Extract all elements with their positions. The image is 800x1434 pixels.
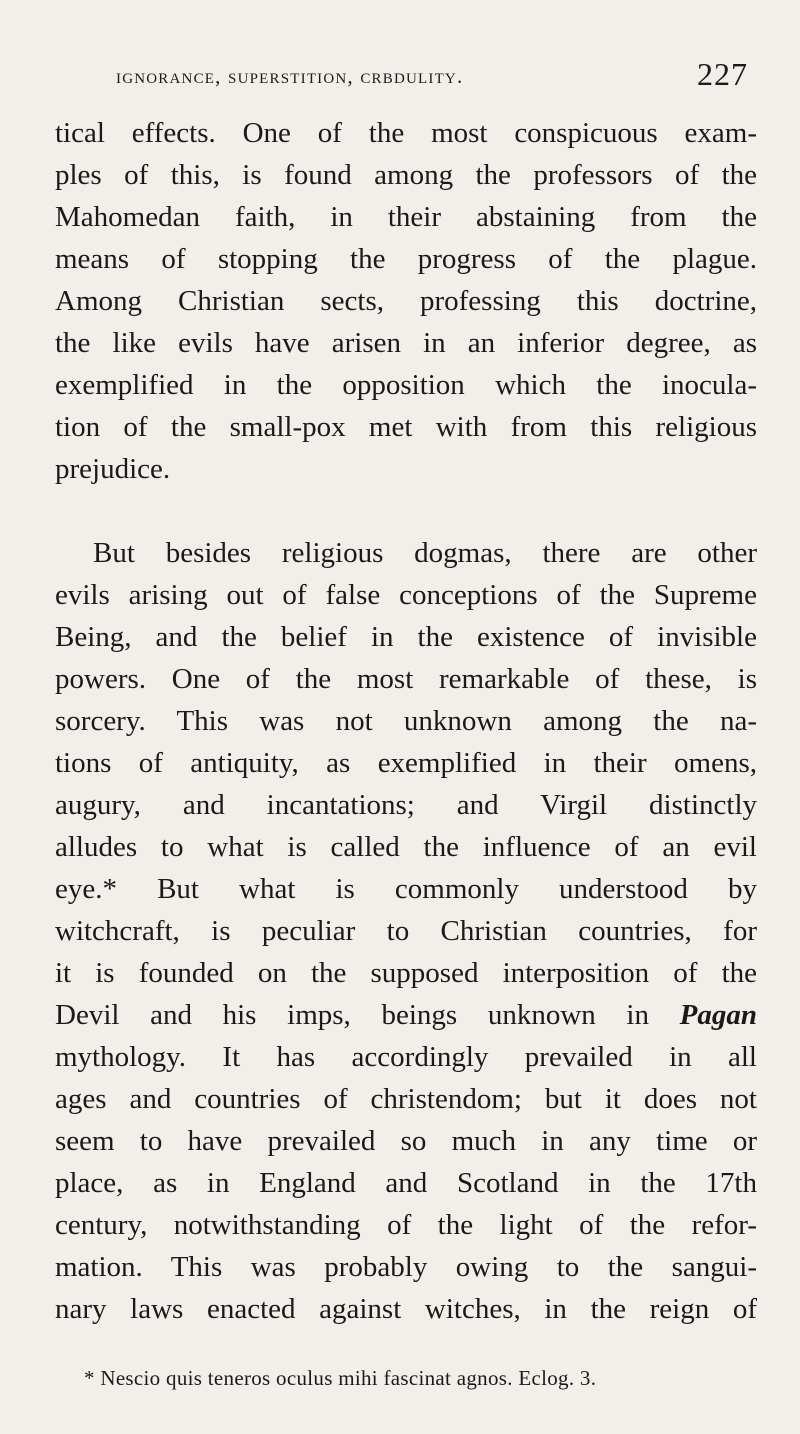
text-line: Mahomedan faith, in their abstaining from the (55, 201, 757, 233)
text-line: means of stopping the progress of the plague. (55, 243, 757, 275)
text-line: ages and countries of christendom; but it does not (55, 1083, 757, 1115)
running-head (0, 58, 800, 98)
text-line: exemplified in the opposition which the inocula- (55, 369, 757, 401)
text-line: seem to have prevailed so much in any time or (55, 1125, 757, 1157)
text-line: mythology. It has accordingly prevailed in all (55, 1041, 757, 1073)
text-line: mation. This was probably owing to the sangui- (55, 1251, 757, 1283)
text-line: alludes to what is called the influence of an evil (55, 831, 757, 863)
text-line: Among Christian sects, professing this doctrine, (55, 285, 757, 317)
footnote: * Nescio quis teneros oculus mihi fascinat agnos. Eclog. 3. (84, 1366, 597, 1390)
text-line: tion of the small-pox met with from this religious (55, 411, 757, 443)
paragraph-gap (55, 490, 757, 532)
text-line: witchcraft, is peculiar to Christian countries, for (55, 915, 757, 947)
text-line: sorcery. This was not unknown among the na- (55, 705, 757, 737)
text-line: powers. One of the most remarkable of these, is (55, 663, 757, 695)
text-line: the like evils have arisen in an inferior degree, as (55, 327, 757, 359)
text-line: tions of antiquity, as exemplified in their omens, (55, 747, 757, 779)
text-line: eye.* But what is commonly understood by (55, 873, 757, 905)
running-title: ignorance, superstition, crbdulity. (116, 64, 464, 88)
text-line: evils arising out of false conceptions of the Supreme (55, 579, 757, 611)
text-line-with-italic (55, 994, 757, 1036)
page-number: 227 (697, 56, 748, 92)
text-line: ples of this, is found among the professors of the (55, 159, 757, 191)
text-line: prejudice. (55, 453, 171, 485)
text-line: nary laws enacted against witches, in the reign of (55, 1293, 757, 1325)
italic-word: Pagan (679, 999, 757, 1031)
text-line: it is founded on the supposed interposition of the (55, 957, 757, 989)
text-line: Being, and the belief in the existence of invisible (55, 621, 757, 653)
text-line: augury, and incantations; and Virgil distinctly (55, 789, 757, 821)
text-line: century, notwithstanding of the light of the refor- (55, 1209, 757, 1241)
text-line: place, as in England and Scotland in the 17th (55, 1167, 757, 1199)
text-segment: Devil and his imps, beings unknown in (55, 999, 649, 1031)
text-line: But besides religious dogmas, there are other (93, 537, 757, 569)
body-text (55, 112, 757, 1330)
text-line: tical effects. One of the most conspicuous exam- (55, 117, 757, 149)
